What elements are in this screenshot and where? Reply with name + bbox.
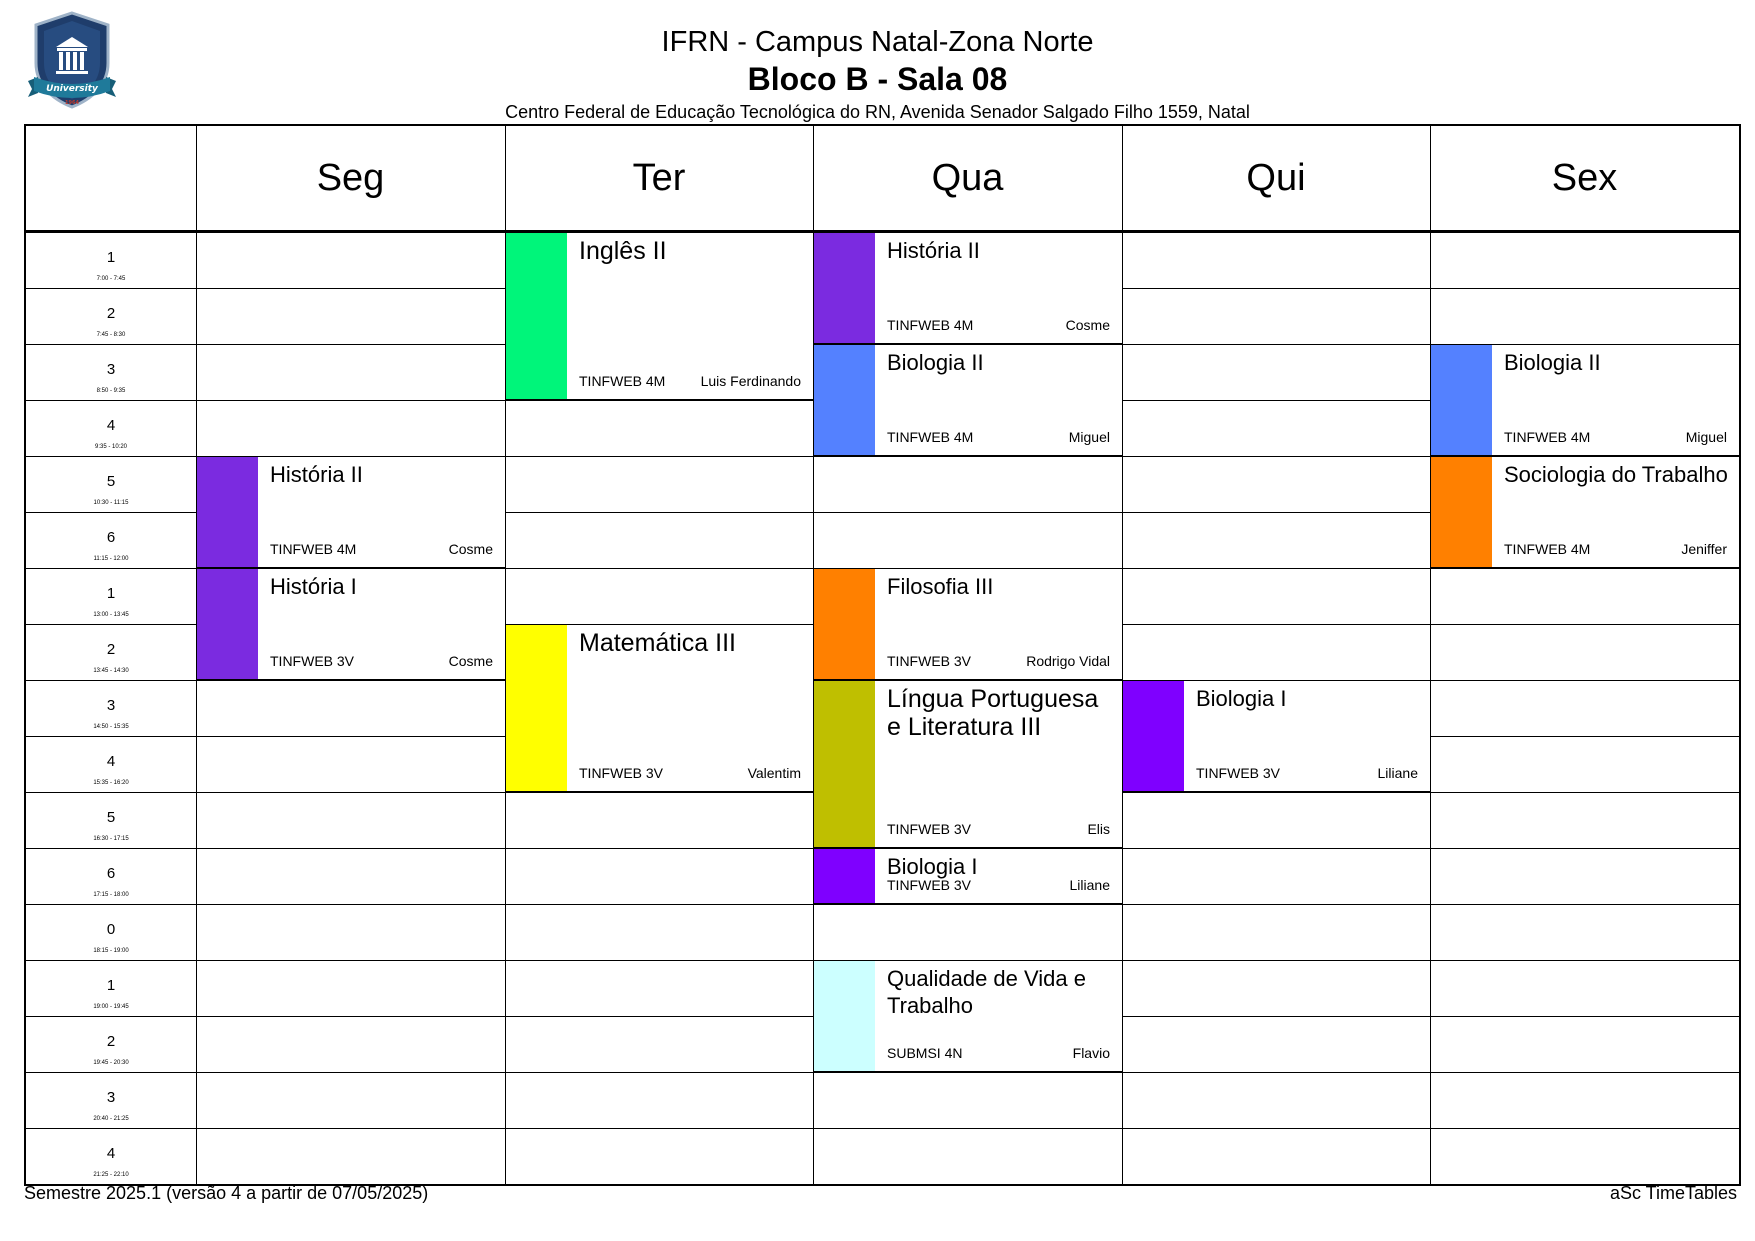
subject-name: Biologia II (1504, 350, 1601, 375)
period-label (26, 793, 196, 849)
period-label (26, 905, 196, 961)
period-label (26, 513, 196, 569)
period-label (26, 569, 196, 625)
period-number: 4 (106, 417, 116, 434)
period-label (26, 737, 196, 793)
period-number: 2 (106, 305, 116, 322)
period-number: 2 (106, 1033, 116, 1050)
lesson-card[interactable] (1431, 345, 1739, 456)
class-group: TINFWEB 3V (887, 877, 972, 893)
period-number: 6 (106, 865, 116, 882)
subject-name: Biologia I (887, 854, 978, 879)
subject-name: História II (887, 238, 980, 263)
period-label (26, 233, 196, 289)
period-time: 18:15 - 19:00 (93, 948, 129, 954)
lesson-card[interactable] (814, 681, 1122, 848)
subject-color-bar (814, 849, 875, 903)
subject-name: História I (270, 574, 357, 599)
period-time: 21:25 - 22:10 (93, 1172, 129, 1178)
period-time: 8:50 - 9:35 (96, 388, 126, 394)
class-group: TINFWEB 4M (887, 317, 974, 333)
class-group: TINFWEB 4M (579, 373, 666, 389)
teacher-name: Luis Ferdinando (700, 373, 801, 389)
subject-color-bar (506, 233, 567, 399)
class-group: TINFWEB 4M (1504, 541, 1591, 557)
period-label (26, 401, 196, 457)
lesson-card[interactable] (197, 569, 505, 680)
class-group: TINFWEB 3V (887, 821, 972, 837)
class-group: TINFWEB 4M (1504, 429, 1591, 445)
class-group: TINFWEB 4M (887, 429, 974, 445)
subject-color-bar (814, 233, 875, 343)
period-time: 13:45 - 14:30 (93, 668, 129, 674)
period-number: 4 (106, 753, 116, 770)
teacher-name: Elis (1087, 821, 1110, 837)
period-label (26, 1129, 196, 1185)
subject-color-bar (506, 625, 567, 791)
teacher-name: Miguel (1068, 429, 1110, 445)
period-time: 14:50 - 15:35 (93, 724, 129, 730)
column-divider (1430, 126, 1431, 1184)
school-address: Centro Federal de Educação Tecnológica do RN, Avenida Senador Salgado Filho 1559, Natal (505, 102, 1250, 122)
period-number: 1 (106, 585, 116, 602)
period-time: 11:15 - 12:00 (93, 556, 129, 562)
period-time: 17:15 - 18:00 (93, 892, 129, 898)
day-header: Qua (931, 157, 1004, 199)
period-number: 5 (106, 473, 116, 490)
day-header: Qui (1246, 157, 1306, 199)
period-time: 20:40 - 21:25 (93, 1116, 129, 1122)
period-label (26, 457, 196, 513)
subject-color-bar (1123, 681, 1184, 791)
period-time: 19:00 - 19:45 (93, 1004, 129, 1010)
period-number: 4 (106, 1145, 116, 1162)
teacher-name: Valentim (747, 765, 801, 781)
period-label (26, 961, 196, 1017)
lesson-card[interactable] (1431, 457, 1739, 568)
subject-name: Biologia I (1196, 686, 1287, 711)
subject-color-bar (814, 961, 875, 1071)
logo-text: University (46, 84, 98, 94)
semester-note: Semestre 2025.1 (versão 4 a partir de 07/05/2025) (24, 1183, 429, 1203)
lesson-card[interactable] (814, 233, 1122, 344)
period-number: 6 (106, 529, 116, 546)
period-number: 3 (106, 361, 116, 378)
teacher-name: Flavio (1072, 1045, 1110, 1061)
subject-color-bar (1431, 457, 1492, 567)
period-number: 1 (106, 249, 116, 266)
teacher-name: Liliane (1069, 877, 1110, 893)
teacher-name: Liliane (1377, 765, 1418, 781)
lesson-card[interactable] (814, 849, 1122, 904)
class-group: TINFWEB 3V (579, 765, 664, 781)
column-divider (1122, 126, 1123, 1184)
period-time: 7:00 - 7:45 (96, 276, 126, 282)
subject-name: Sociologia do Trabalho (1504, 462, 1728, 487)
period-time: 15:35 - 16:20 (93, 780, 129, 786)
subject-color-bar (197, 457, 258, 567)
class-group: TINFWEB 4M (270, 541, 357, 557)
subject-color-bar (814, 681, 875, 847)
period-number: 5 (106, 809, 116, 826)
period-time: 16:30 - 17:15 (93, 836, 129, 842)
period-label (26, 345, 196, 401)
lesson-card[interactable] (506, 625, 813, 792)
lesson-card[interactable] (814, 345, 1122, 456)
class-group: TINFWEB 3V (270, 653, 355, 669)
subject-name: Matemática III (579, 629, 736, 657)
teacher-name: Miguel (1685, 429, 1727, 445)
lesson-card[interactable] (197, 457, 505, 568)
subject-color-bar (197, 569, 258, 679)
period-label (26, 849, 196, 905)
lesson-card[interactable] (814, 961, 1122, 1072)
class-group: SUBMSI 4N (887, 1045, 963, 1061)
subject-color-bar (814, 569, 875, 679)
subject-name: História II (270, 462, 363, 487)
lesson-card[interactable] (506, 233, 813, 400)
room-title: Bloco B - Sala 08 (747, 61, 1008, 97)
period-time: 19:45 - 20:30 (93, 1060, 129, 1066)
subject-name: Qualidade de Vida e Trabalho (887, 966, 1086, 1018)
row-divider (26, 904, 1739, 905)
period-number: 0 (106, 921, 116, 938)
period-label (26, 289, 196, 345)
teacher-name: Cosme (448, 653, 493, 669)
period-label (26, 1017, 196, 1073)
day-header: Sex (1551, 157, 1618, 199)
class-group: TINFWEB 3V (1196, 765, 1281, 781)
period-label (26, 681, 196, 737)
generator-credit: aSc TimeTables (1609, 1183, 1737, 1203)
row-divider (26, 1128, 1739, 1129)
subject-name: Inglês II (579, 237, 667, 265)
subject-color-bar (1431, 345, 1492, 455)
subject-name: Língua Portuguesa e Literatura III (887, 685, 1099, 741)
subject-name: Filosofia III (887, 574, 994, 599)
subject-color-bar (814, 345, 875, 455)
class-group: TINFWEB 3V (887, 653, 972, 669)
subject-name: Biologia II (887, 350, 984, 375)
university-logo (26, 11, 118, 113)
school-name: IFRN - Campus Natal-Zona Norte (661, 26, 1094, 58)
logo-year: 1964 (65, 100, 79, 106)
period-number: 2 (106, 641, 116, 658)
period-time: 13:00 - 13:45 (93, 612, 129, 618)
timetable-grid (24, 124, 1741, 1186)
period-number: 3 (106, 697, 116, 714)
period-label (26, 1073, 196, 1129)
lesson-card[interactable] (814, 569, 1122, 680)
period-time: 10:30 - 11:15 (93, 500, 129, 506)
teacher-name: Jeniffer (1681, 541, 1727, 557)
teacher-name: Rodrigo Vidal (1026, 653, 1110, 669)
period-label (26, 625, 196, 681)
period-time: 7:45 - 8:30 (96, 332, 126, 338)
period-time: 9:35 - 10:20 (94, 444, 128, 450)
teacher-name: Cosme (448, 541, 493, 557)
day-header: Ter (632, 157, 686, 199)
lesson-card[interactable] (1123, 681, 1430, 792)
row-divider (26, 1072, 1739, 1073)
period-number: 3 (106, 1089, 116, 1106)
period-number: 1 (106, 977, 116, 994)
day-header: Seg (316, 157, 385, 199)
teacher-name: Cosme (1065, 317, 1110, 333)
